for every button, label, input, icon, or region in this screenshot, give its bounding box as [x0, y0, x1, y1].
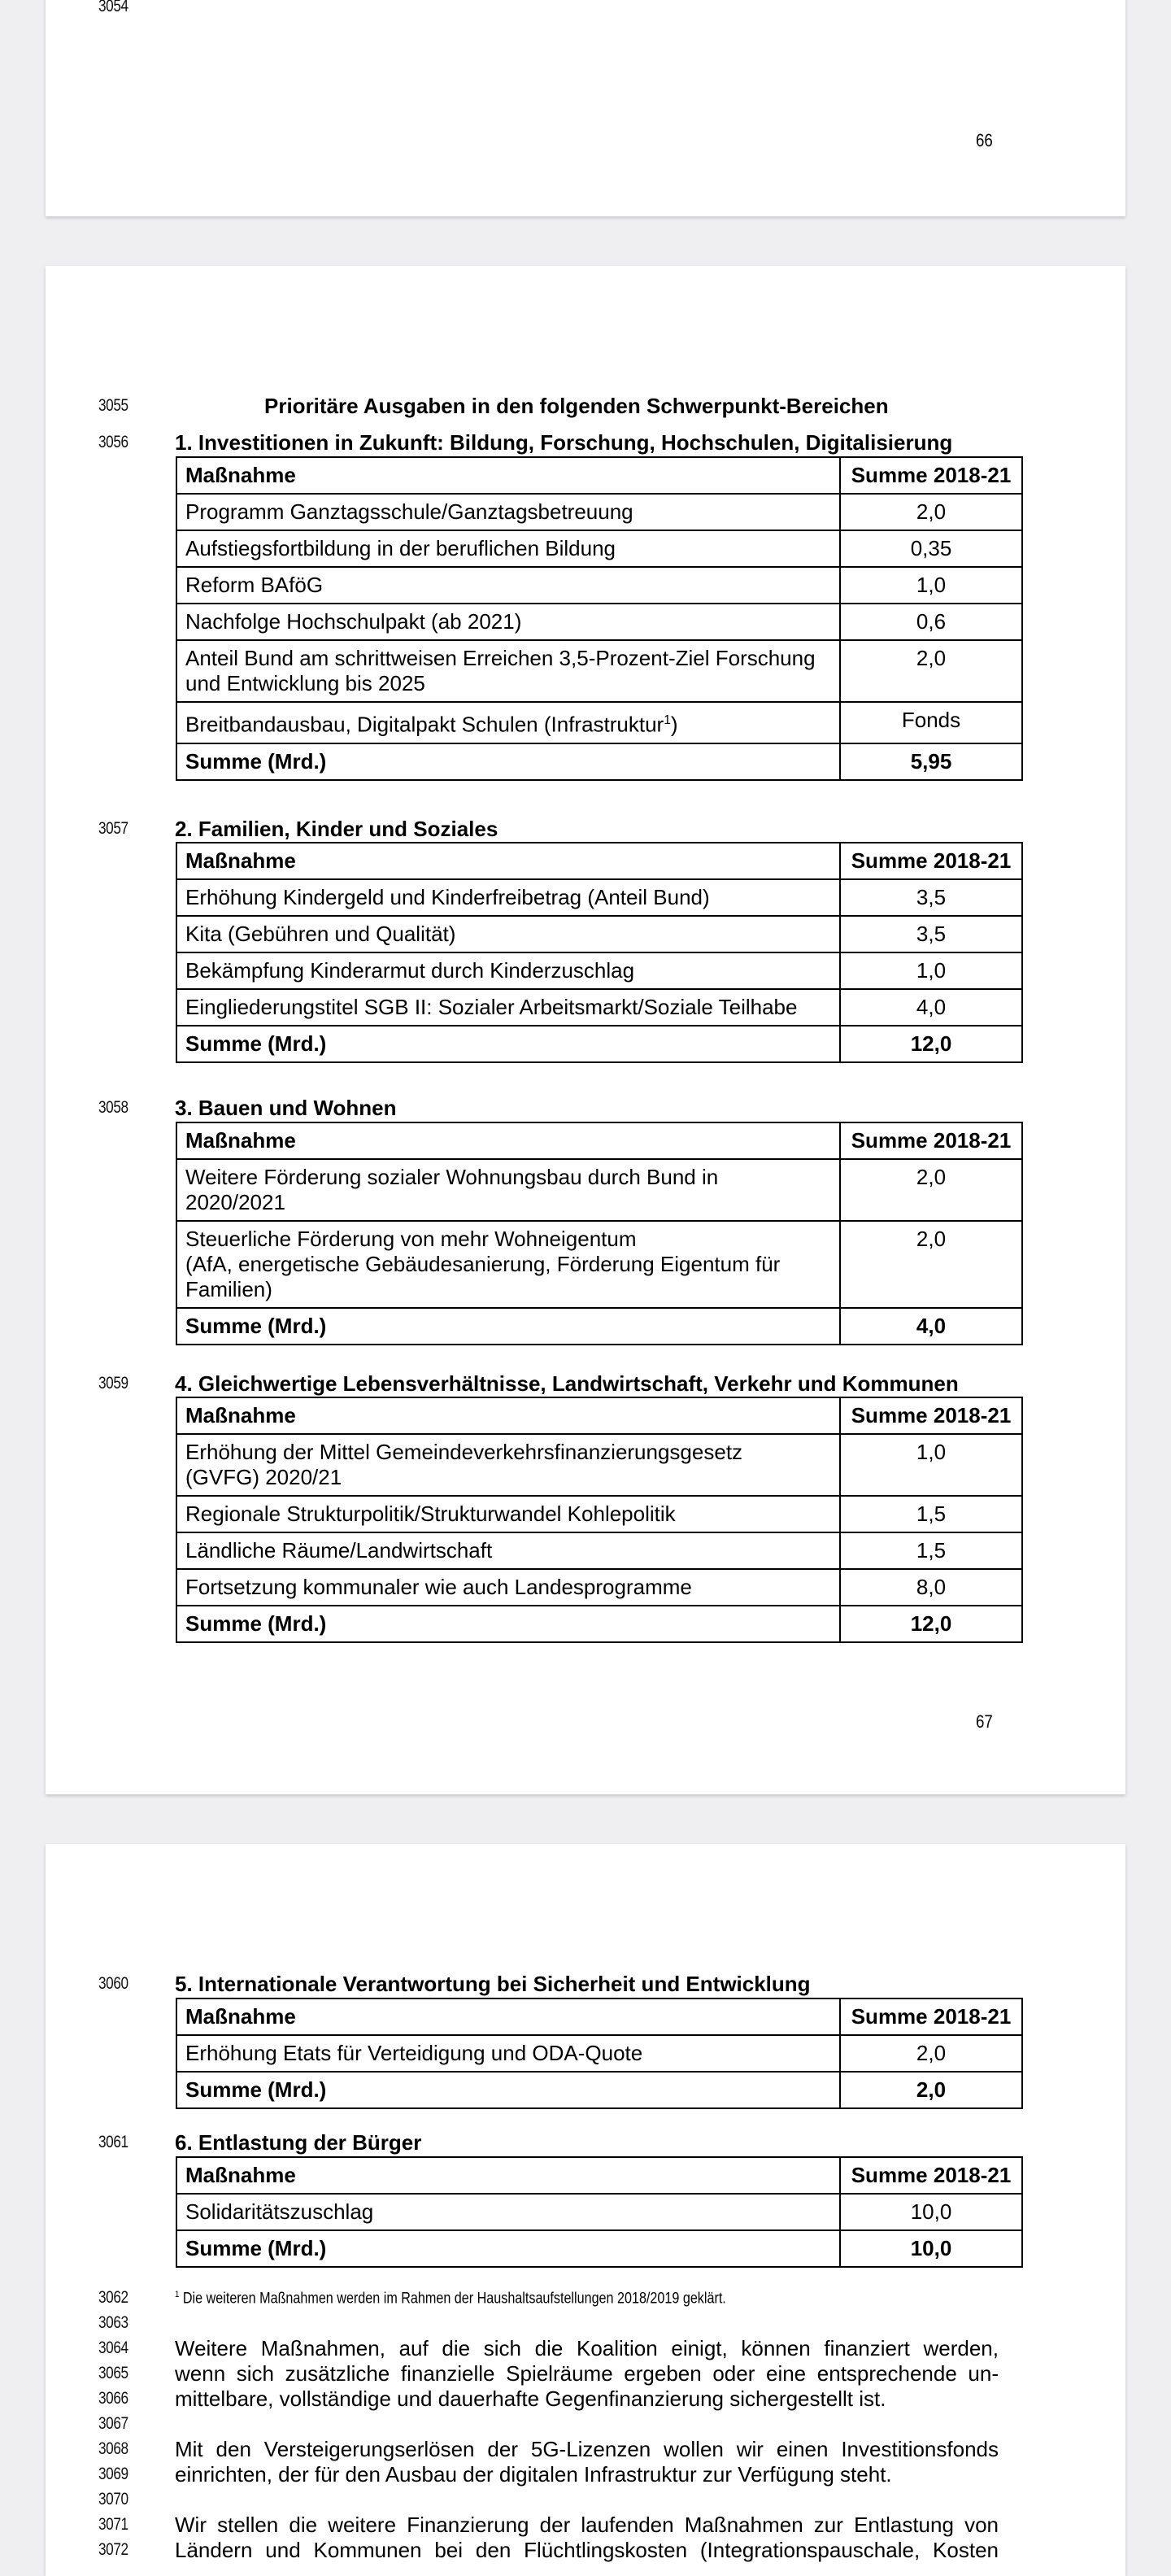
- table-row: [176, 567, 1022, 604]
- table-total-row: [176, 743, 1022, 780]
- section-title: 3. Bauen und Wohnen: [175, 1096, 397, 1120]
- line-number: 3072: [98, 2540, 128, 2559]
- footnote-ref[interactable]: 1: [664, 713, 671, 727]
- table-row: [176, 604, 1022, 640]
- column-header-measure: Maßnahme: [176, 1397, 840, 1434]
- line-number: 3056: [98, 433, 128, 451]
- measure-cell: Erhöhung Etats für Verteidigung und ODA-Quote: [176, 2035, 840, 2072]
- value-cell: 1,5: [840, 1532, 1022, 1569]
- page-number: 66: [976, 130, 993, 150]
- line-number: 3066: [98, 2389, 128, 2408]
- value-cell: 2,0: [840, 494, 1022, 530]
- measure-text: Steuerliche Förderung von mehr Wohneigentum: [185, 1227, 637, 1251]
- total-value: 4,0: [840, 1308, 1022, 1345]
- value-cell: 3,5: [840, 916, 1022, 952]
- table-header-row: [176, 1397, 1022, 1434]
- document-page-66: [46, 0, 1125, 216]
- table-row: [176, 989, 1022, 1026]
- table-header-row: [176, 457, 1022, 494]
- line-number: 3067: [98, 2414, 128, 2433]
- line-number: 3061: [98, 2133, 128, 2151]
- table-row: [176, 916, 1022, 952]
- document-page-68: [46, 1844, 1125, 2576]
- table-row: [176, 952, 1022, 989]
- section-title: 5. Internationale Verantwortung bei Sicherheit und Entwicklung: [175, 1972, 811, 1996]
- total-value: 5,95: [840, 743, 1022, 780]
- table-total-row: [176, 2230, 1022, 2267]
- total-label: Summe (Mrd.): [176, 1606, 840, 1642]
- line-number: 3071: [98, 2515, 128, 2534]
- budget-table-3: [176, 1122, 1023, 1345]
- value-cell: 1,0: [840, 1434, 1022, 1496]
- measure-cell: Programm Ganztagsschule/Ganztagsbetreuung: [176, 494, 840, 530]
- section-title: 6. Entlastung der Bürger: [175, 2130, 422, 2155]
- value-cell: 0,35: [840, 530, 1022, 567]
- table-row: [176, 879, 1022, 916]
- table-row: [176, 1569, 1022, 1606]
- column-header-measure: Maßnahme: [176, 1998, 840, 2035]
- paragraph-5g-fund: [175, 2437, 999, 2487]
- table-header-row: [176, 1998, 1022, 2035]
- section-title: 2. Familien, Kinder und Soziales: [175, 817, 498, 841]
- line-number: 3054: [98, 0, 128, 15]
- table-header-row: [176, 1122, 1022, 1159]
- measure-cell: [176, 1221, 840, 1308]
- measure-cell: Kita (Gebühren und Qualität): [176, 916, 840, 952]
- total-label: Summe (Mrd.): [176, 1026, 840, 1062]
- value-cell: 1,5: [840, 1496, 1022, 1532]
- total-value: 12,0: [840, 1606, 1022, 1642]
- measure-cell: Ländliche Räume/Landwirtschaft: [176, 1532, 840, 1569]
- value-cell: 2,0: [840, 1221, 1022, 1308]
- measure-cell: Aufstiegsfortbildung in der beruflichen Bildung: [176, 530, 840, 567]
- value-cell: 1,0: [840, 952, 1022, 989]
- total-value: 2,0: [840, 2072, 1022, 2108]
- measure-cell: Anteil Bund am schrittweisen Erreichen 3,5-Prozent-Ziel Forschung und Entwicklung bis 2025: [176, 640, 840, 702]
- budget-table-5: [176, 1998, 1023, 2109]
- total-value: 12,0: [840, 1026, 1022, 1062]
- column-header-sum: Summe 2018-21: [840, 1397, 1022, 1434]
- value-cell: 2,0: [840, 640, 1022, 702]
- total-label: Summe (Mrd.): [176, 743, 840, 780]
- measure-cell: Erhöhung Kindergeld und Kinderfreibetrag (Anteil Bund): [176, 879, 840, 916]
- column-header-sum: Summe 2018-21: [840, 1122, 1022, 1159]
- column-header-measure: Maßnahme: [176, 843, 840, 879]
- measure-cell: Eingliederungstitel SGB II: Sozialer Arbeitsmarkt/Soziale Teilhabe: [176, 989, 840, 1026]
- line-number: 3065: [98, 2364, 128, 2382]
- column-header-measure: Maßnahme: [176, 1122, 840, 1159]
- measure-cell: Erhöhung der Mittel Gemeindeverkehrsfinanzierungsgesetz (GVFG) 2020/21: [176, 1434, 840, 1496]
- table-total-row: [176, 1026, 1022, 1062]
- table-row: [176, 1434, 1022, 1496]
- text-line: Ländern und Kommunen bei den Flüchtlingskosten (Integrationspauschale, Kosten: [175, 2538, 999, 2562]
- line-number: 3063: [98, 2313, 128, 2332]
- line-number: 3058: [98, 1098, 128, 1117]
- value-cell: 4,0: [840, 989, 1022, 1026]
- column-header-measure: Maßnahme: [176, 457, 840, 494]
- measure-text-suffix: ): [670, 712, 678, 737]
- value-cell: 3,5: [840, 879, 1022, 916]
- measure-cell: Reform BAföG: [176, 567, 840, 604]
- budget-table-4: [176, 1397, 1023, 1643]
- text-line: mittelbare, vollständige und dauerhafte Gegenfinanzierung sichergestellt ist.: [175, 2386, 886, 2411]
- text-line: wenn sich zusätzliche finanzielle Spielräume ergeben oder eine entsprechende un-: [175, 2361, 999, 2386]
- section-title: 1. Investitionen in Zukunft: Bildung, Forschung, Hochschulen, Digitalisierung: [175, 430, 953, 455]
- table-row: [176, 2035, 1022, 2072]
- footnote-marker: 1: [175, 2290, 180, 2299]
- measure-cell: Nachfolge Hochschulpakt (ab 2021): [176, 604, 840, 640]
- table-row: [176, 702, 1022, 743]
- measure-cell: Weitere Förderung sozialer Wohnungsbau durch Bund in 2020/2021: [176, 1159, 840, 1221]
- line-number: 3069: [98, 2465, 128, 2483]
- total-label: Summe (Mrd.): [176, 2230, 840, 2267]
- line-number: 3070: [98, 2490, 128, 2508]
- page-title: Prioritäre Ausgaben in den folgenden Schwerpunkt-Bereichen: [264, 394, 889, 418]
- measure-cell: [176, 702, 840, 743]
- table-row: [176, 1221, 1022, 1308]
- column-header-sum: Summe 2018-21: [840, 457, 1022, 494]
- table-row: [176, 1496, 1022, 1532]
- measure-cell: Bekämpfung Kinderarmut durch Kinderzuschlag: [176, 952, 840, 989]
- line-number: 3057: [98, 819, 128, 838]
- paragraph-refugee-costs: [175, 2513, 999, 2563]
- value-cell: 1,0: [840, 567, 1022, 604]
- line-number: 3068: [98, 2439, 128, 2458]
- text-line: Wir stellen die weitere Finanzierung der laufenden Maßnahmen zur Entlastung von: [175, 2513, 999, 2537]
- budget-table-6: [176, 2156, 1023, 2268]
- value-cell: 8,0: [840, 1569, 1022, 1606]
- value-cell: 0,6: [840, 604, 1022, 640]
- footnote: [175, 2290, 726, 2308]
- value-cell: 10,0: [840, 2194, 1022, 2230]
- line-number: 3055: [98, 396, 128, 415]
- text-line: Mit den Versteigerungserlösen der 5G-Lizenzen wollen wir einen Investitionsfonds: [175, 2437, 999, 2461]
- value-cell: 2,0: [840, 2035, 1022, 2072]
- table-row: [176, 1159, 1022, 1221]
- document-page-67: [46, 266, 1125, 1794]
- table-header-row: [176, 2157, 1022, 2194]
- line-number: 3060: [98, 1974, 128, 1993]
- text-line: Weitere Maßnahmen, auf die sich die Koalition einigt, können finanziert werden,: [175, 2336, 999, 2360]
- table-row: [176, 640, 1022, 702]
- column-header-measure: Maßnahme: [176, 2157, 840, 2194]
- budget-table-1: [176, 456, 1023, 781]
- column-header-sum: Summe 2018-21: [840, 2157, 1022, 2194]
- page-number: 67: [976, 1711, 993, 1732]
- line-number: 3062: [98, 2288, 128, 2307]
- footnote-text: Die weiteren Maßnahmen werden im Rahmen der Haushaltsaufstellungen 2018/2019 geklärt.: [182, 2290, 726, 2308]
- column-header-sum: Summe 2018-21: [840, 1998, 1022, 2035]
- total-value: 10,0: [840, 2230, 1022, 2267]
- table-row: [176, 1532, 1022, 1569]
- measure-text-detail: (AfA, energetische Gebäudesanierung, Förderung Eigentum für Familien): [185, 1252, 781, 1301]
- line-number: 3059: [98, 1374, 128, 1393]
- budget-table-2: [176, 842, 1023, 1063]
- value-cell: 2,0: [840, 1159, 1022, 1221]
- table-header-row: [176, 843, 1022, 879]
- measure-cell: Solidaritätszuschlag: [176, 2194, 840, 2230]
- table-total-row: [176, 1606, 1022, 1642]
- table-row: [176, 494, 1022, 530]
- measure-cell: Fortsetzung kommunaler wie auch Landesprogramme: [176, 1569, 840, 1606]
- value-cell: Fonds: [840, 702, 1022, 743]
- text-line: einrichten, der für den Ausbau der digitalen Infrastruktur zur Verfügung steht.: [175, 2462, 892, 2487]
- paragraph-financing: [175, 2336, 999, 2412]
- measure-text: Breitbandausbau, Digitalpakt Schulen (Infrastruktur: [185, 712, 664, 737]
- table-row: [176, 530, 1022, 567]
- total-label: Summe (Mrd.): [176, 2072, 840, 2108]
- table-total-row: [176, 1308, 1022, 1345]
- line-number: 3064: [98, 2338, 128, 2357]
- table-row: [176, 2194, 1022, 2230]
- table-total-row: [176, 2072, 1022, 2108]
- column-header-sum: Summe 2018-21: [840, 843, 1022, 879]
- measure-cell: Regionale Strukturpolitik/Strukturwandel Kohlepolitik: [176, 1496, 840, 1532]
- total-label: Summe (Mrd.): [176, 1308, 840, 1345]
- section-title: 4. Gleichwertige Lebensverhältnisse, Landwirtschaft, Verkehr und Kommunen: [175, 1371, 959, 1396]
